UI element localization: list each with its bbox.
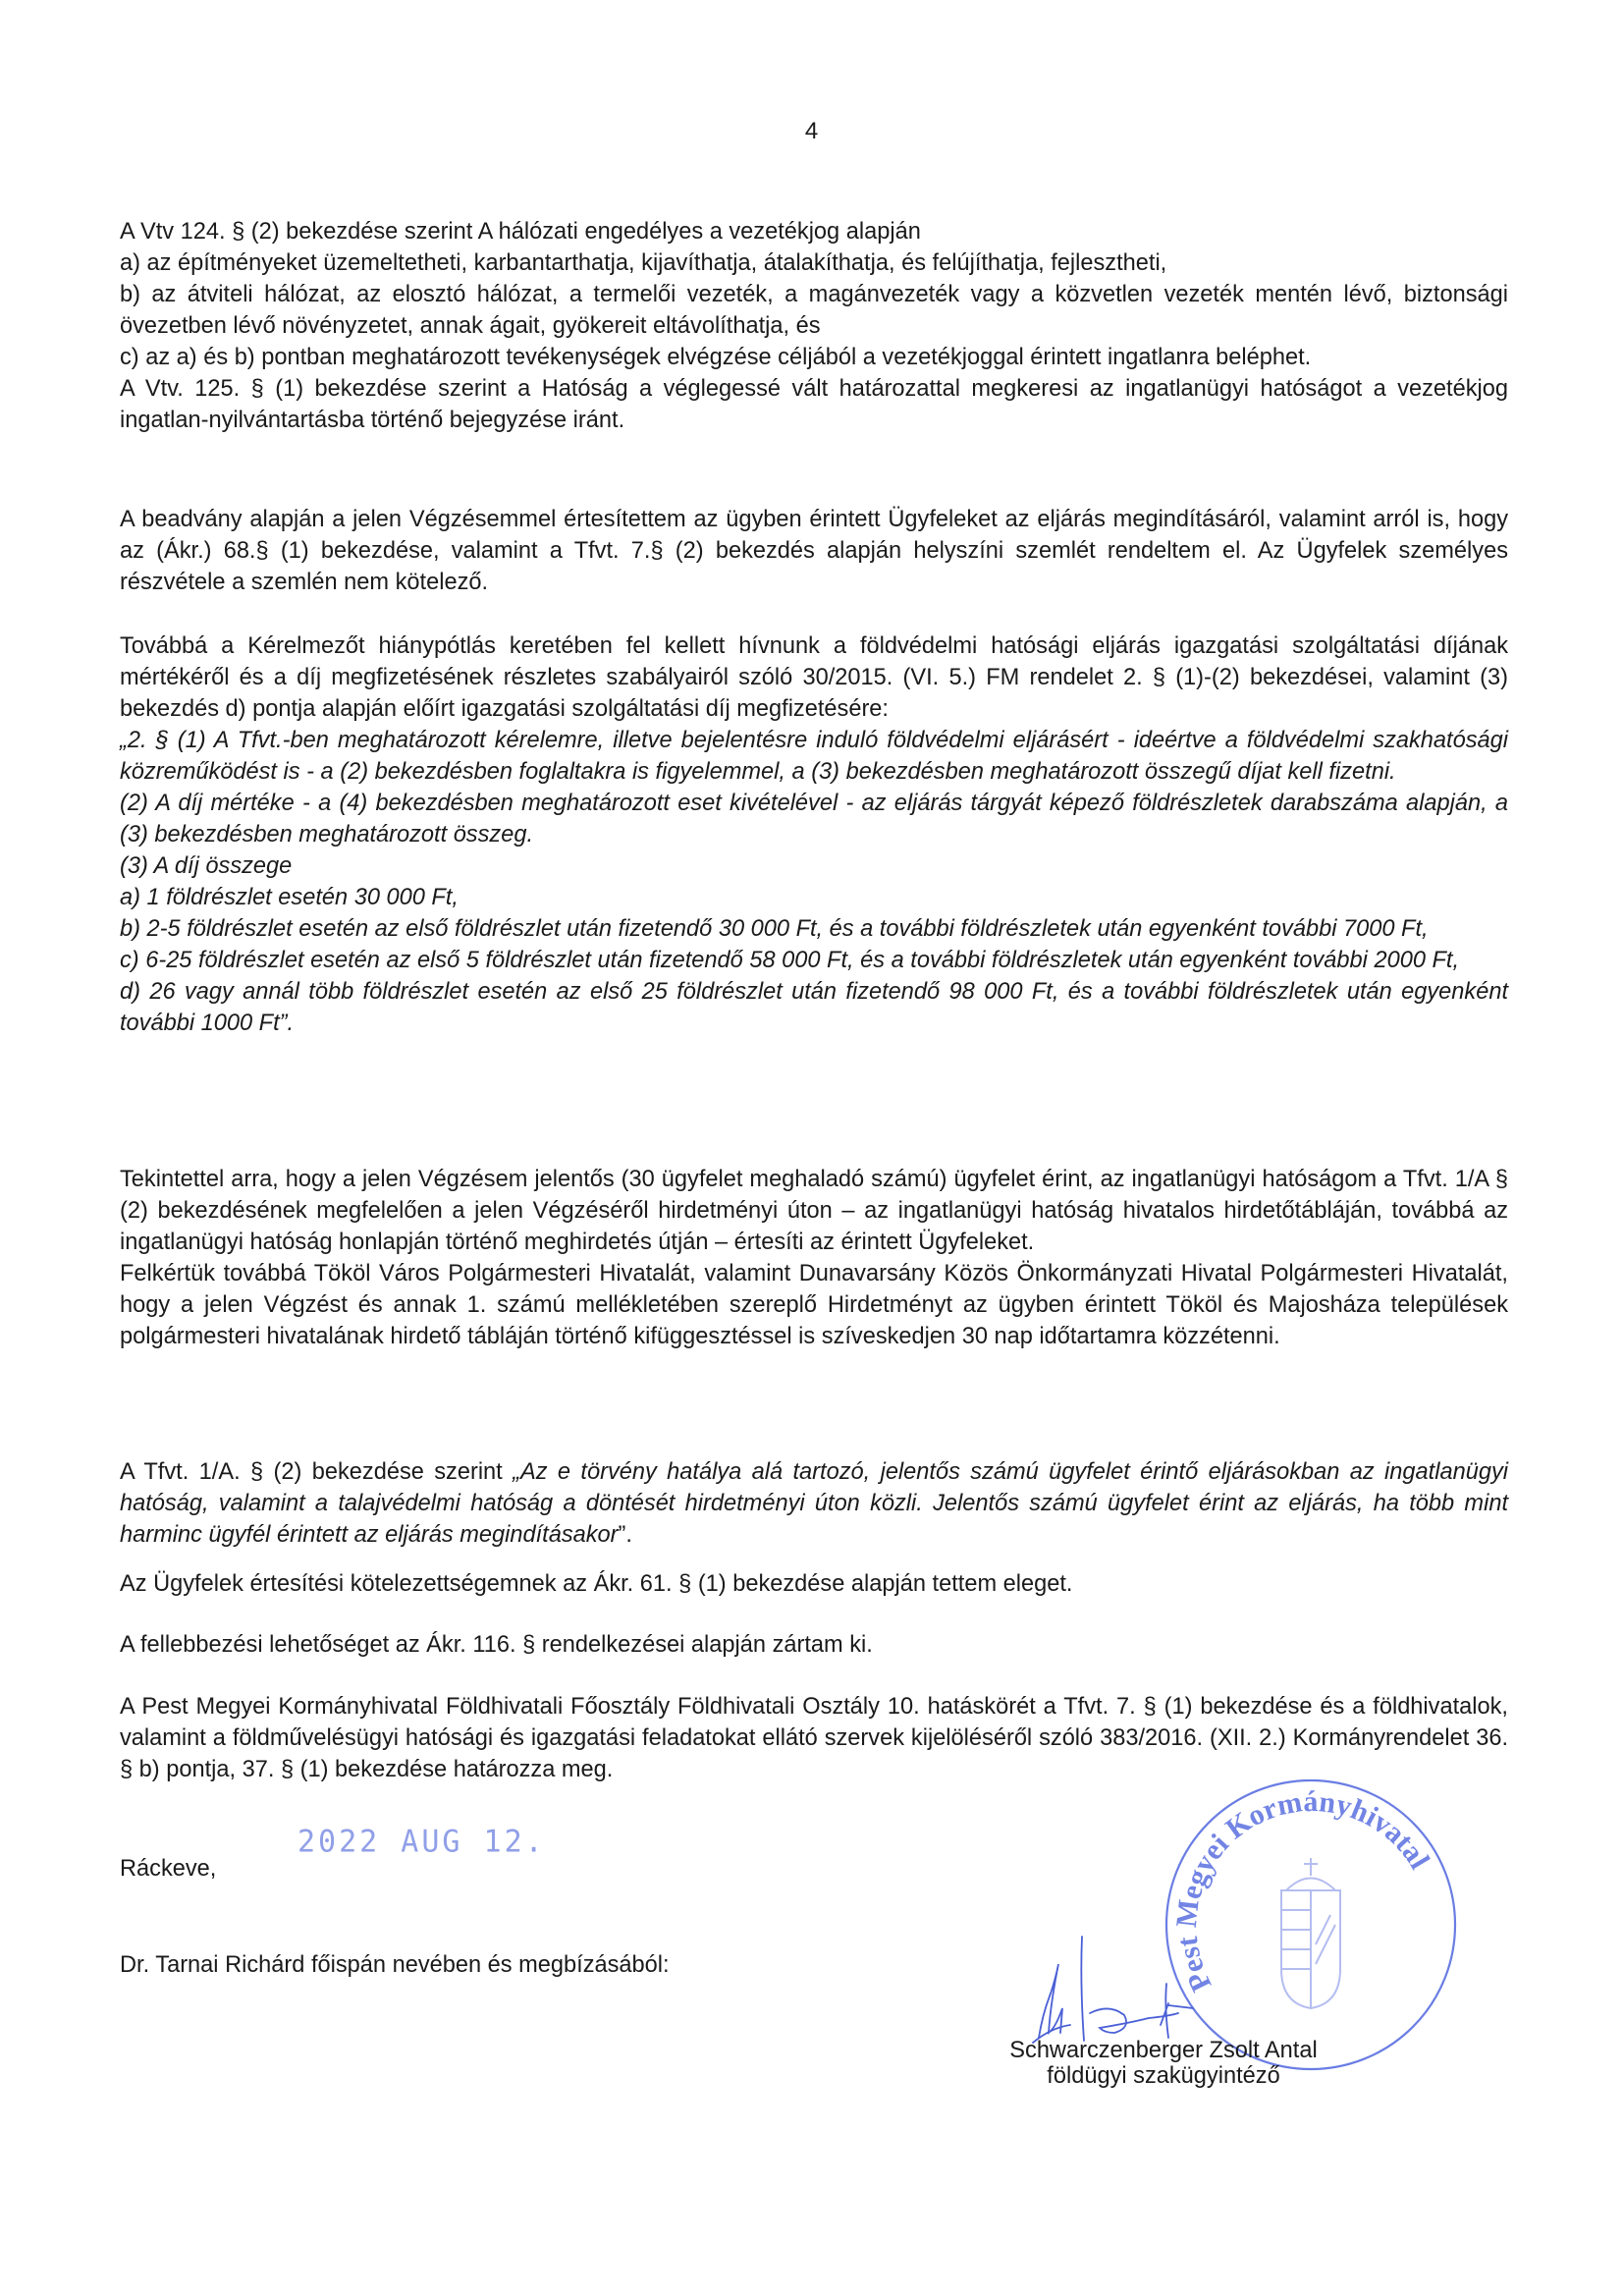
paragraph-public-notice [120,1164,1508,1352]
paragraph-line: A Vtv. 125. § (1) bekezdése szerint a Hatóság a véglegessé vált határozattal megkeresi az ingatlanügyi hatóságot a vezetékjog ingatlan-nyilvántartásba történő bejegyzése iránt. [120,376,1508,433]
page-number: 4 [804,118,819,144]
paragraph-intro: Továbbá a Kérelmezőt hiánypótlás keretében fel kellett hívnunk a földvédelmi hatósági eljárás igazgatási szolgáltatási díjának mértékéről és a díj megfizetésének részletes szabályairól szóló 30/2015. (VI. 5.) FM rendelet 2. § (1)-(2) bekezdései, valamint (3) bekezdés d) pontja alapján előírt igazgatási szolgáltatási díj megfizetésére: [120,633,1508,722]
paragraph-tfvt-quote [120,1456,1508,1551]
paragraph-prefix: A Tfvt. 1/A. § (2) bekezdése szerint [120,1459,514,1485]
paragraph-line: Felkértük továbbá Tököl Város Polgármesteri Hivatalát, valamint Dunavarsány Közös Önkormányzati Hivatal Polgármesteri Hivatalát, hogy a jelen Végzést és annak 1. számú mellékletében szereplő Hirdetményt az ügyben érintett Tököl és Majosháza települések polgármesteri hivatalának hirdető tábláján történő kifüggesztéssel is szíveskedjen 30 nap időtartamra közzétenni. [120,1261,1508,1349]
date-stamp: 2022 AUG 12. [298,1824,546,1860]
hungarian-coat-of-arms-icon [1281,1858,1340,2008]
signer-title: földügyi szakügyintéző [1047,2063,1280,2089]
paragraph-line: A Vtv 124. § (2) bekezdése szerint A hálózati engedélyes a vezetékjog alapján [120,219,921,245]
delegation-line: Dr. Tarnai Richárd főispán nevében és megbízásából: [120,1952,670,1978]
quote-line: c) 6-25 földrészlet esetén az első 5 földrészlet után fizetendő 58 000 Ft, és a további földrészletek után egyenként további 2000 Ft, [120,948,1460,973]
place-label: Ráckeve, [120,1856,217,1882]
paragraph-notification: A beadvány alapján a jelen Végzésemmel értesítettem az ügyben érintett Ügyfeleket az eljárás megindításáról, valamint arról is, hogy az (Ákr.) 68.§ (1) bekezdése, valamint a Tfvt. 7.§ (2) bekezdés alapján helyszíni szemlét rendeltem el. Az Ügyfelek személyes részvétele a szemlén nem kötelező. [120,507,1508,595]
quote-line: a) 1 földrészlet esetén 30 000 Ft, [120,885,459,910]
paragraph-fee-request [120,630,1508,1039]
quote-suffix: ”. [618,1522,632,1548]
paragraph-line: b) az átviteli hálózat, az elosztó hálózat, a termelői vezeték, a magánvezeték vagy a közvetlen vezeték mentén lévő, biztonsági övezetben lévő növényzetet, annak ágait, gyökereit eltávolíthatja, és [120,282,1508,339]
signer-block [987,2038,1340,2089]
signer-name: Schwarczenberger Zsolt Antal [1009,2038,1318,2063]
handwritten-signature [1021,1935,1217,2052]
paragraph-line: c) az a) és b) pontban meghatározott tevékenységek elvégzése céljából a vezetékjoggal érintett ingatlanra beléphet. [120,345,1312,370]
quote-text: „Az e törvény hatálya alá tartozó, jelentős számú ügyfelet érintő eljárásokban az ingatlanügyi hatóság, valamint a talajvédelmi hatóság a döntését hirdetményi úton közli. Jelentős számú ügyfelet érint az eljárás, ha több mint harminc ügyfél érintett az eljárás megindításakor [120,1459,1508,1548]
quote-line: (3) A díj összege [120,853,293,879]
quote-line: „2. § (1) A Tfvt.-ben meghatározott kérelemre, illetve bejelentésre induló földvédelmi eljárásért - ideértve a földvédelmi szakhatósági közreműködést is - a (2) bekezdésben foglaltakra is figyelemmel, a (3) bekezdésben meghatározott összegű díjat kell fizetni. [120,728,1508,785]
quote-line: b) 2-5 földrészlet esetén az első földrészlet után fizetendő 30 000 Ft, és a további földrészletek után egyenként további 7000 Ft, [120,916,1429,942]
stamp-text-path: Pest Megyei Kormányhivatal [1169,1785,1436,1997]
paragraph-competence: A Pest Megyei Kormányhivatal Földhivatali Főosztály Földhivatali Osztály 10. hatáskörét a Tfvt. 7. § (1) bekezdése és a földhivatalok, valamint a földművelésügyi hatósági és igazgatási feladatokat ellátó szervek kijelöléséről szóló 383/2016. (XII. 2.) Kormányrendelet 36. § b) pontja, 37. § (1) bekezdése határozza meg. [120,1694,1508,1782]
quote-line: d) 26 vagy annál több földrészlet esetén az első 25 földrészlet után fizetendő 98 000 Ft, és a további földrészletek után egyenként további 1000 Ft”. [120,979,1508,1036]
paragraph-line: Tekintettel arra, hogy a jelen Végzésem jelentős (30 ügyfelet meghaladó számú) ügyfelet érint, az ingatlanügyi hatóságom a Tfvt. 1/A § (2) bekezdésének megfelelően a jelen Végzéséről hirdetményi úton – az ingatlanügyi hatóság hivatalos hirdetőtábláján, továbbá az ingatlanügyi hatóság honlapján történő meghirdetés útján – értesíti az érintett Ügyfeleket. [120,1167,1508,1255]
paragraph-notification-duty: Az Ügyfelek értesítési kötelezettségemnek az Ákr. 61. § (1) bekezdése alapján tettem eleget. [120,1571,1073,1597]
paragraph-line: a) az építményeket üzemeltetheti, karbantarthatja, kijavíthatja, átalakíthatja, és felújíthatja, fejlesztheti, [120,250,1167,276]
paragraph-appeal: A fellebbezési lehetőséget az Ákr. 116. § rendelkezései alapján zártam ki. [120,1632,873,1658]
paragraph-vtv-124 [120,216,1508,436]
quote-line: (2) A díj mértéke - a (4) bekezdésben meghatározott eset kivételével - az eljárás tárgyát képező földrészletek darabszáma alapján, a (3) bekezdésben meghatározott összeg. [120,791,1508,847]
